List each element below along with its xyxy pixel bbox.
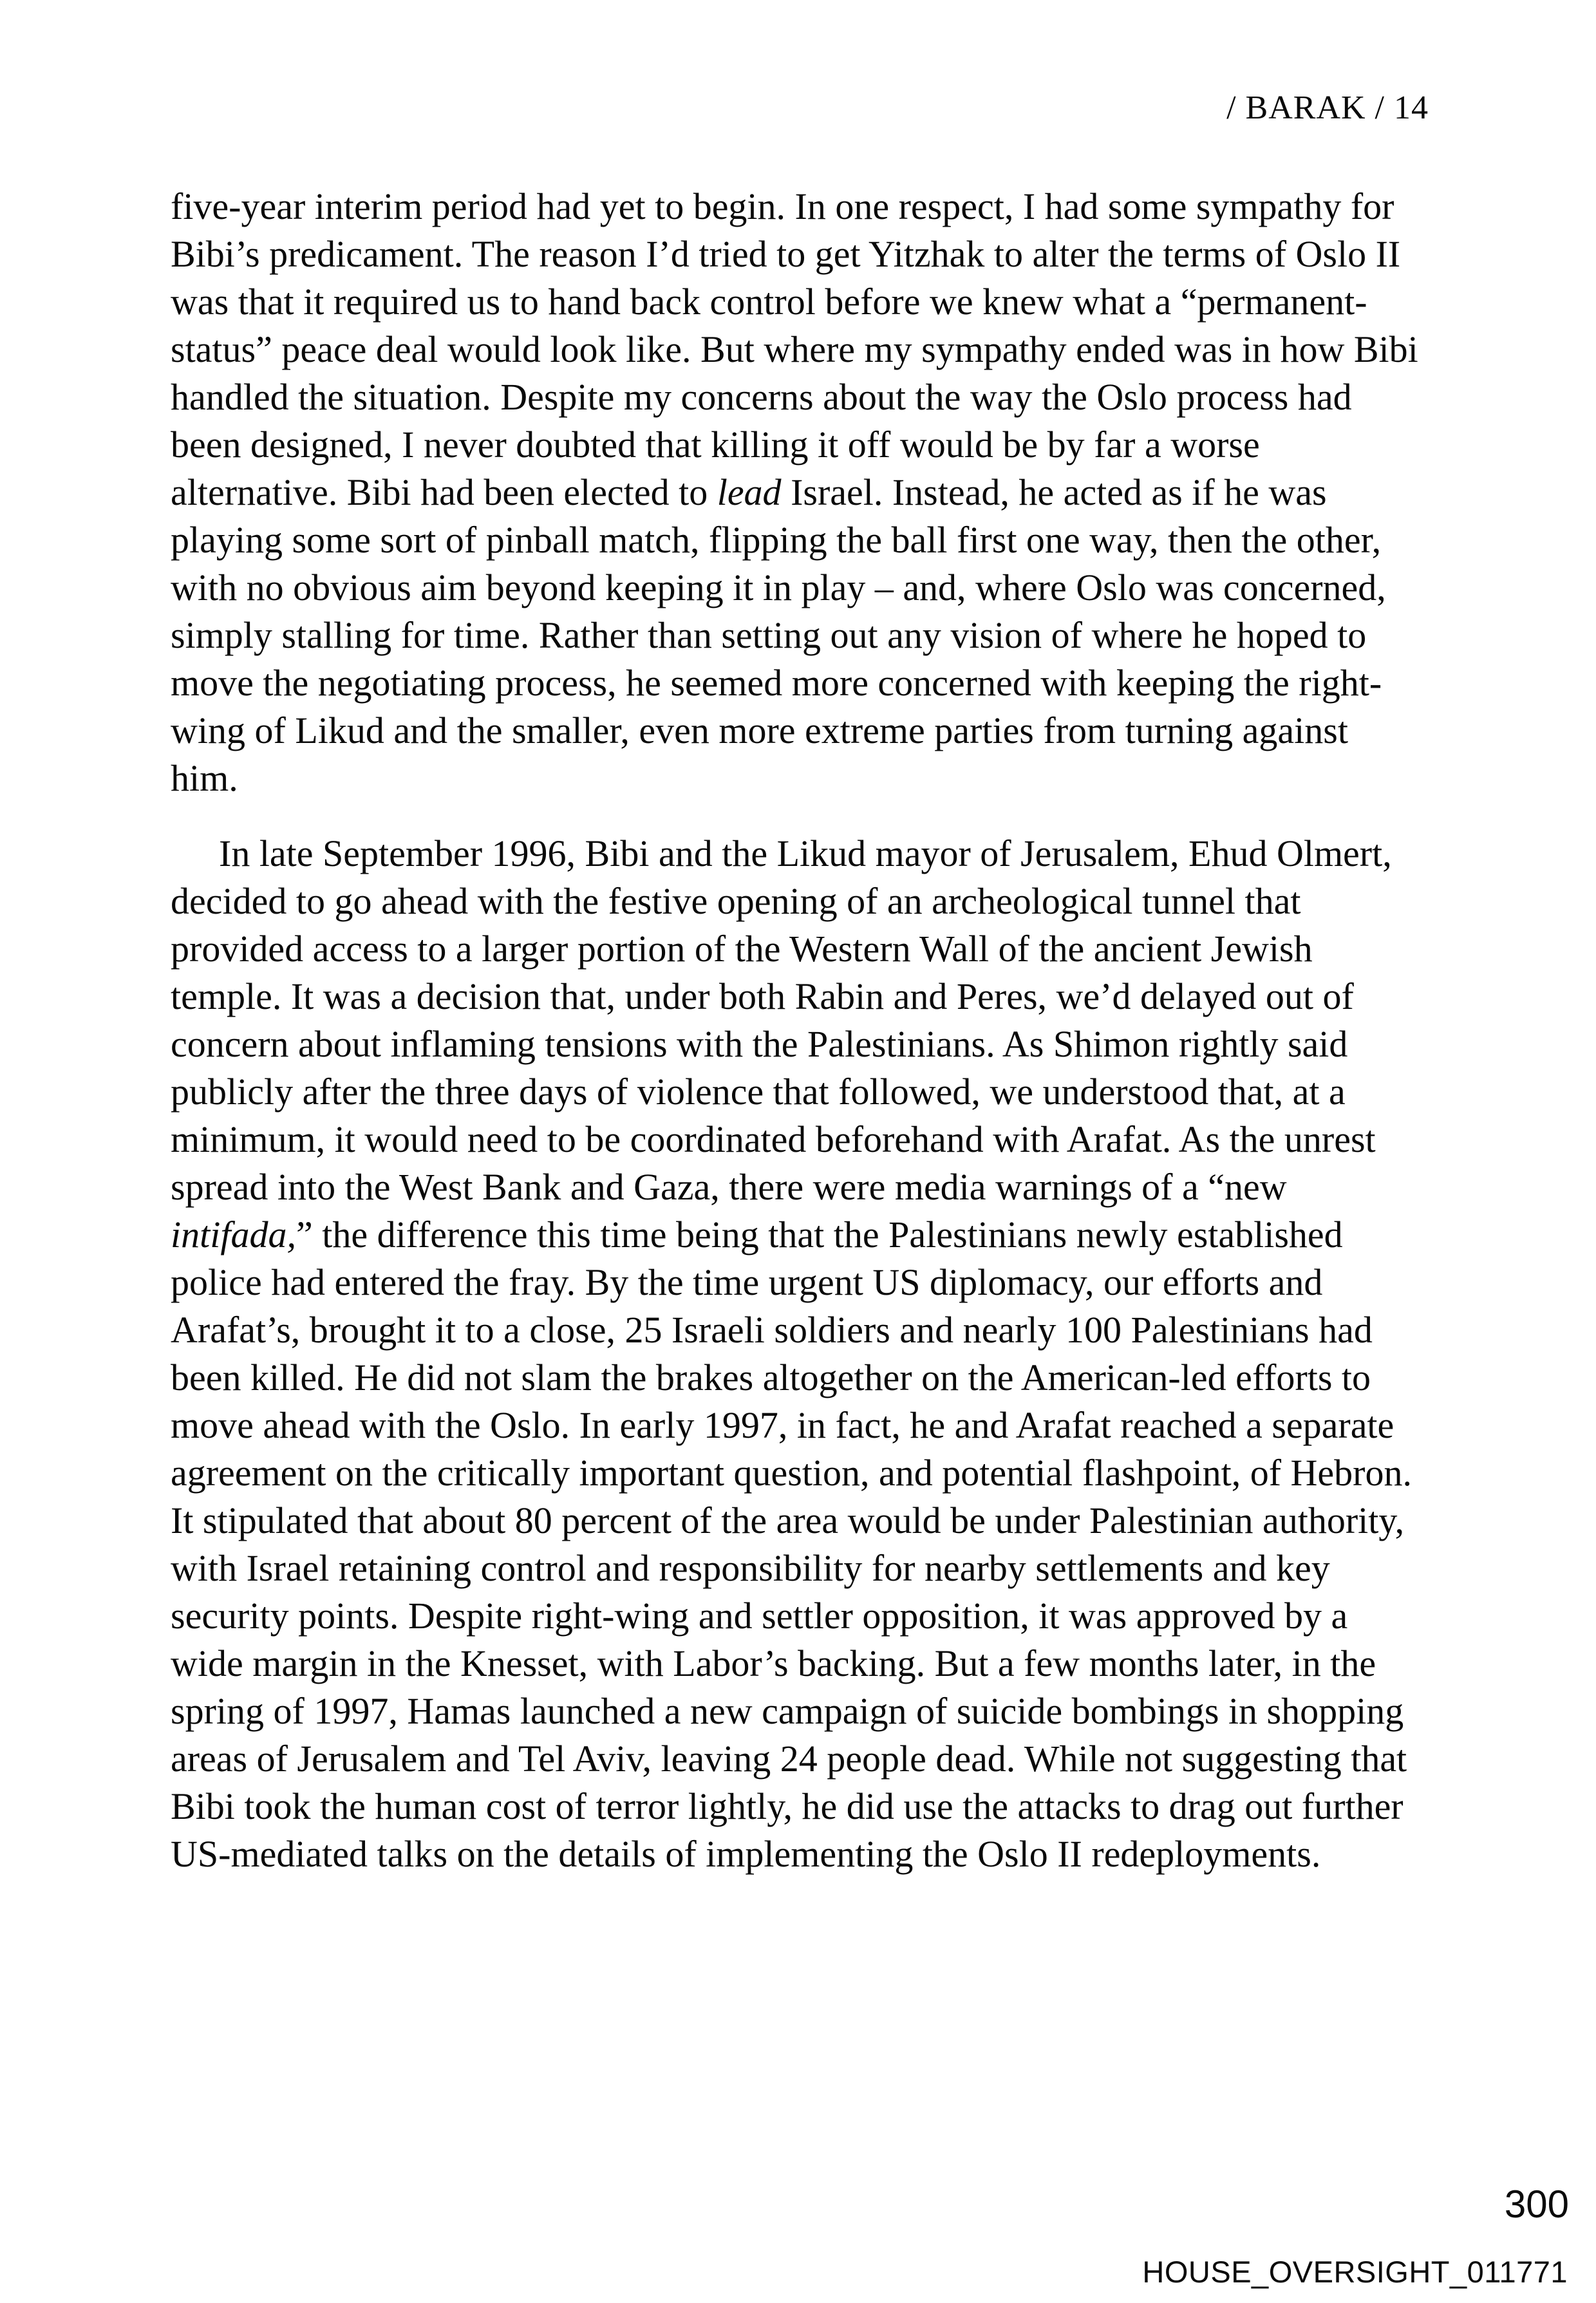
text-run: playing some sort of pinball match, flipping the ball first one way, then the other, <box>171 519 1382 561</box>
paragraph-2 <box>171 830 1432 1878</box>
text-line <box>171 1211 1432 1259</box>
text-run: US-mediated talks on the details of implementing the Oslo II redeployments. <box>171 1833 1321 1875</box>
paragraph-1 <box>171 183 1432 802</box>
text-run: wing of Likud and the smaller, even more extreme parties from turning against <box>171 710 1348 751</box>
text-line <box>171 1068 1432 1116</box>
text-run: decided to go ahead with the festive opening of an archeological tunnel that <box>171 880 1301 922</box>
text-run: spread into the West Bank and Gaza, there were media warnings of a “new <box>171 1166 1287 1208</box>
text-run: handled the situation. Despite my concerns about the way the Oslo process had <box>171 376 1352 418</box>
text-line <box>171 925 1432 973</box>
text-line <box>171 973 1432 1020</box>
text-run: wide margin in the Knesset, with Labor’s backing. But a few months later, in the <box>171 1642 1376 1684</box>
text-line <box>171 326 1432 373</box>
italic-text-run: lead <box>717 471 782 513</box>
text-line <box>171 1592 1432 1640</box>
text-run: move the negotiating process, he seemed more concerned with keeping the right- <box>171 662 1382 704</box>
text-run: with Israel retaining control and responsibility for nearby settlements and key <box>171 1547 1330 1589</box>
text-run: simply stalling for time. Rather than setting out any vision of where he hoped to <box>171 614 1367 656</box>
text-run: minimum, it would need to be coordinated beforehand with Arafat. As the unrest <box>171 1118 1376 1160</box>
text-line <box>171 1116 1432 1163</box>
text-run: Bibi’s predicament. The reason I’d tried to get Yitzhak to alter the terms of Oslo II <box>171 233 1401 275</box>
text-run: move ahead with the Oslo. In early 1997, in fact, he and Arafat reached a separate <box>171 1404 1394 1446</box>
text-line <box>171 230 1432 278</box>
text-run: him. <box>171 757 238 799</box>
text-run: agreement on the critically important question, and potential flashpoint, of Hebron. <box>171 1452 1412 1494</box>
text-run: security points. Despite right-wing and settler opposition, it was approved by a <box>171 1595 1348 1637</box>
text-run: with no obvious aim beyond keeping it in play – and, where Oslo was concerned, <box>171 567 1386 608</box>
text-line <box>171 1497 1432 1545</box>
text-line <box>171 612 1432 659</box>
text-line <box>171 830 1432 878</box>
page-number: 300 <box>1504 2183 1569 2226</box>
text-run: Arafat’s, brought it to a close, 25 Israeli soldiers and nearly 100 Palestinians had <box>171 1309 1373 1351</box>
text-run: Israel. Instead, he acted as if he was <box>781 471 1327 513</box>
text-run: temple. It was a decision that, under both Rabin and Peres, we’d delayed out of <box>171 975 1354 1017</box>
text-line <box>171 1640 1432 1687</box>
italic-text-run: intifada, <box>171 1214 296 1255</box>
text-run: police had entered the fray. By the time urgent US diplomacy, our efforts and <box>171 1261 1323 1303</box>
text-run: spring of 1997, Hamas launched a new campaign of suicide bombings in shopping <box>171 1690 1404 1732</box>
text-line <box>171 1354 1432 1402</box>
body-text <box>171 183 1432 1878</box>
text-run: Bibi took the human cost of terror lightly, he did use the attacks to drag out further <box>171 1785 1404 1827</box>
text-run: status” peace deal would look like. But where my sympathy ended was in how Bibi <box>171 328 1418 370</box>
text-line <box>171 564 1432 612</box>
text-run: concern about inflaming tensions with the Palestinians. As Shimon rightly said <box>171 1023 1348 1065</box>
text-line <box>171 1783 1432 1830</box>
text-line <box>171 1259 1432 1306</box>
text-run: been designed, I never doubted that killing it off would be by far a worse <box>171 424 1260 465</box>
text-line <box>171 469 1432 516</box>
text-line <box>171 516 1432 564</box>
text-run: It stipulated that about 80 percent of the area would be under Palestinian authority, <box>171 1499 1405 1541</box>
text-run: was that it required us to hand back control before we knew what a “permanent- <box>171 281 1367 323</box>
text-line <box>171 878 1432 925</box>
text-run: five-year interim period had yet to begin. In one respect, I had some sympathy for <box>171 185 1394 227</box>
text-run: publicly after the three days of violence that followed, we understood that, at a <box>171 1071 1346 1113</box>
text-line <box>171 659 1432 707</box>
text-run: In late September 1996, Bibi and the Likud mayor of Jerusalem, Ehud Olmert, <box>219 832 1392 874</box>
text-line <box>171 421 1432 469</box>
text-line <box>171 183 1432 230</box>
text-run: areas of Jerusalem and Tel Aviv, leaving 24 people dead. While not suggesting that <box>171 1738 1407 1780</box>
text-line <box>171 755 1432 802</box>
text-run: been killed. He did not slam the brakes altogether on the American-led efforts to <box>171 1357 1371 1398</box>
text-line <box>171 1687 1432 1735</box>
text-line <box>171 1020 1432 1068</box>
text-line <box>171 1402 1432 1449</box>
text-run: provided access to a larger portion of the Western Wall of the ancient Jewish <box>171 928 1313 970</box>
running-header: / BARAK / 14 <box>1226 89 1429 126</box>
text-line <box>171 1163 1432 1211</box>
text-line <box>171 1306 1432 1354</box>
text-line <box>171 1830 1432 1878</box>
text-line <box>171 1545 1432 1592</box>
text-run: alternative. Bibi had been elected to <box>171 471 717 513</box>
text-line <box>171 1735 1432 1783</box>
text-line <box>171 707 1432 755</box>
text-line <box>171 1449 1432 1497</box>
text-line <box>171 278 1432 326</box>
text-line <box>171 373 1432 421</box>
bates-stamp: HOUSE_OVERSIGHT_011771 <box>1142 2255 1568 2289</box>
text-run: ” the difference this time being that the Palestinians newly established <box>296 1214 1343 1255</box>
